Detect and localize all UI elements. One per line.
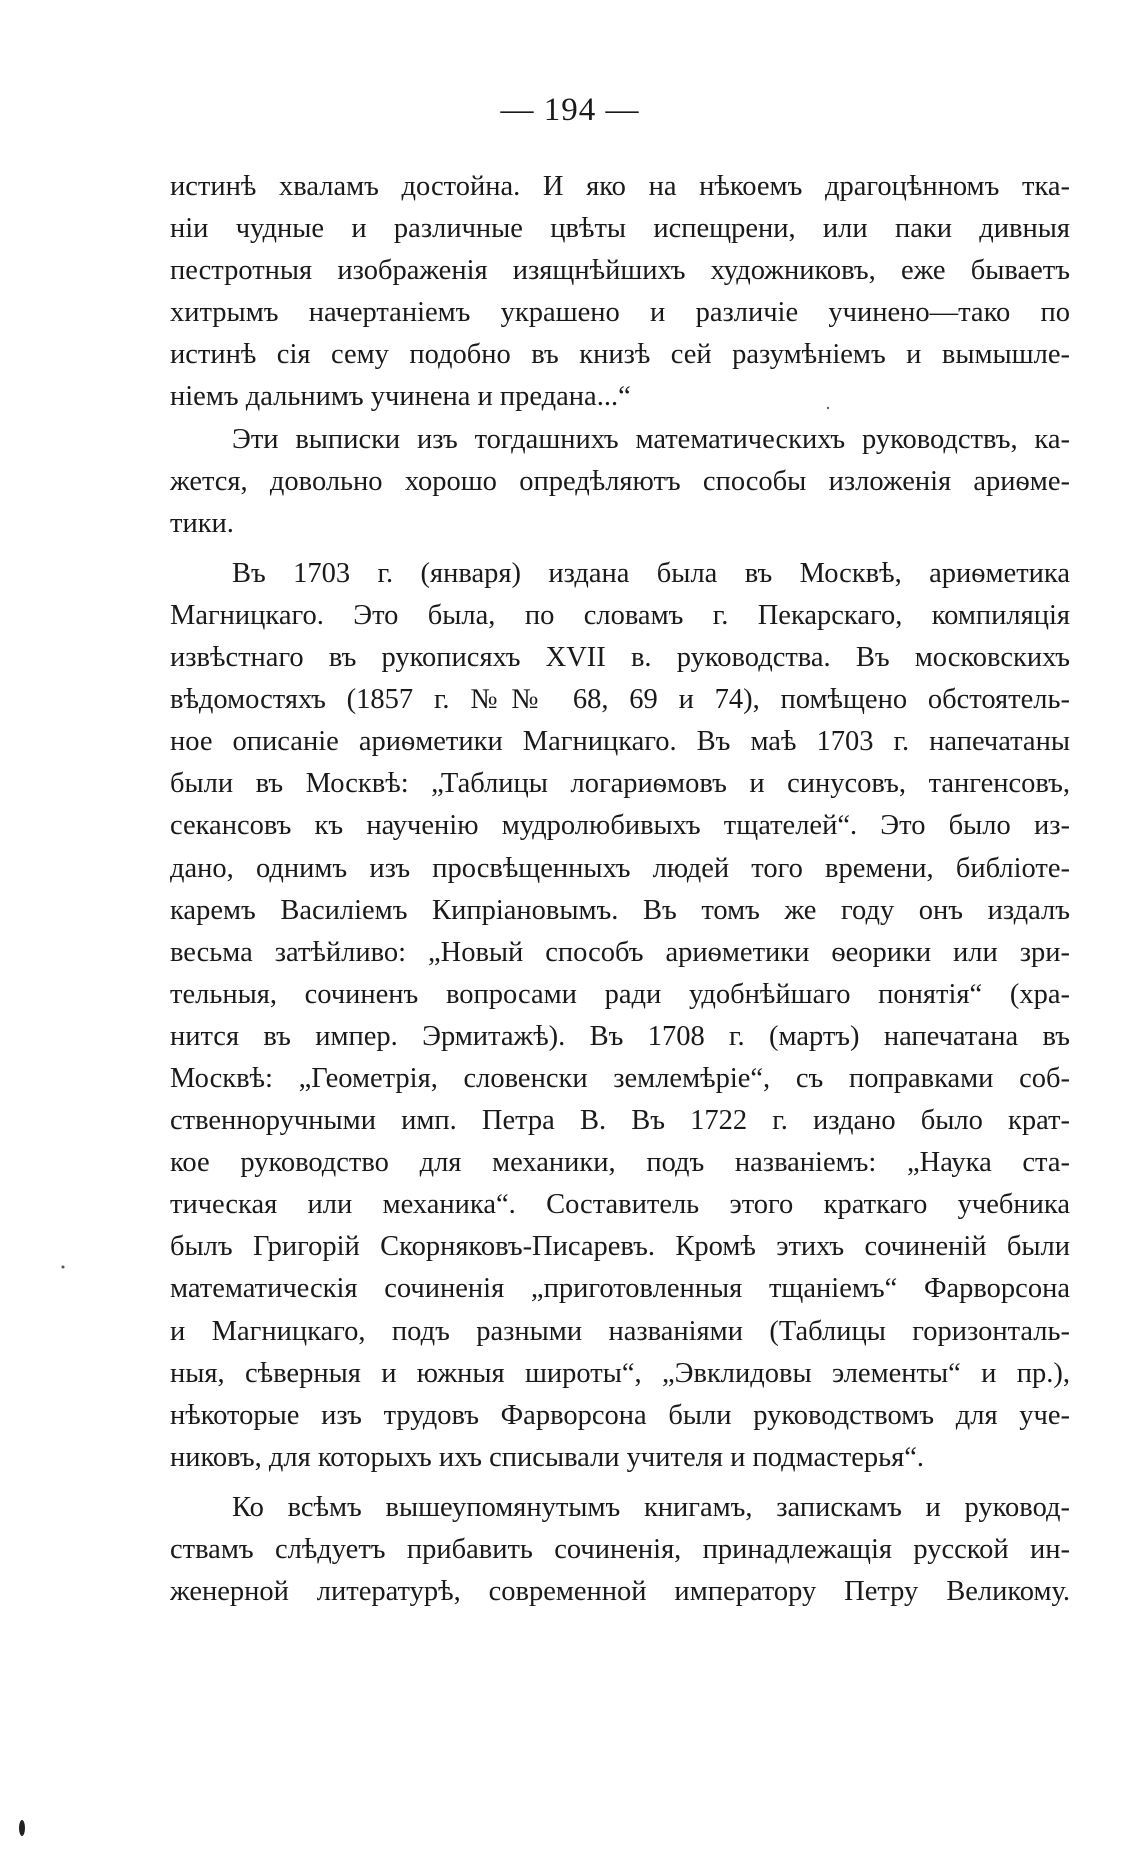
text-line: дано, однимъ изъ просвѣщенныхъ людей того времени, библіоте-	[170, 852, 1070, 884]
text-line: секансовъ къ наученію мудролюбивыхъ тщателей“. Это было из-	[170, 810, 1070, 842]
text-line: нится въ импер. Эрмитажѣ). Въ 1708 г. (мартъ) напечатана въ	[170, 1020, 1070, 1052]
text-line: Магницкаго. Это была, по словамъ г. Пекарскаго, компиляція	[170, 599, 1070, 631]
text-line: никовъ, для которыхъ ихъ списывали учителя и подмастерья“.	[170, 1441, 925, 1473]
text-line: извѣстнаго въ рукописяхъ XVII в. руководства. Въ московскихъ	[170, 642, 1070, 674]
text-line: ное описаніе ариѳметики Магницкаго. Въ маѣ 1703 г. напечатаны	[170, 726, 1070, 758]
text-line: тическая или механика“. Составитель этого краткаго учебника	[170, 1189, 1070, 1221]
text-line: тики.	[170, 507, 234, 539]
text-line: Ко всѣмъ вышеупомянутымъ книгамъ, запискамъ и руковод-	[232, 1491, 1070, 1523]
text-line: жется, довольно хорошо опредѣляютъ способы изложенія ариѳме-	[170, 465, 1070, 497]
text-line: ствамъ слѣдуетъ прибавить сочиненія, принадлежащія русской ин-	[170, 1534, 1070, 1565]
text-line: истинѣ хваламъ достойна. И яко на нѣкоемъ драгоцѣнномъ тка-	[170, 171, 1070, 202]
page-number: — 194 —	[500, 92, 640, 128]
text-line: истинѣ сія сему подобно въ книзѣ сей разумѣніемъ и вымышле-	[170, 339, 1070, 371]
text-line: пестротныя изображенія изящнѣйшихъ художниковъ, еже бываетъ	[170, 255, 1070, 287]
ink-speck	[62, 1266, 65, 1269]
text-line: и Магницкаго, подъ разными названіями (Таблицы горизонталь-	[170, 1315, 1070, 1347]
text-line: ніемъ дальнимъ учинена и предана...“	[170, 381, 631, 413]
text-line: были въ Москвѣ: „Таблицы логариѳмовъ и синусовъ, тангенсовъ,	[170, 768, 1070, 800]
text-line: Эти выписки изъ тогдашнихъ математическихъ руководствъ, ка-	[232, 423, 1070, 455]
ink-speck	[827, 407, 829, 409]
text-line: Москвѣ: „Геометрія, словенски землемѣріе“, съ поправками соб-	[170, 1062, 1070, 1094]
text-line: кое руководство для механики, подъ названіемъ: „Наука ста-	[170, 1147, 1070, 1179]
text-line: нѣкоторые изъ трудовъ Фарворсона были руководствомъ для уче-	[170, 1399, 1070, 1431]
ink-speck	[19, 1820, 25, 1836]
text-line: ственноручными имп. Петра В. Въ 1722 г. издано было крат-	[170, 1105, 1070, 1137]
text-line: каремъ Василіемъ Кипріановымъ. Въ томъ же году онъ издалъ	[170, 894, 1070, 926]
text-line: былъ Григорій Скорняковъ-Писаревъ. Кромѣ этихъ сочиненій были	[170, 1231, 1070, 1263]
text-line: тельныя, сочиненъ вопросами ради удобнѣйшаго понятія“ (хра-	[170, 978, 1070, 1010]
text-line: Въ 1703 г. (января) издана была въ Москвѣ, ариѳметика	[232, 557, 1070, 589]
text-line: ніи чудные и различные цвѣты испещрени, или паки дивныя	[170, 213, 1070, 245]
text-line: хитрымъ начертаніемъ украшено и различіе учинено—тако по	[170, 297, 1070, 329]
text-line: вѣдомостяхъ (1857 г. №№ 68, 69 и 74), помѣщено обстоятель-	[170, 684, 1070, 716]
text-line: весьма затѣйливо: „Новый способъ ариѳметики ѳеорики или зри-	[170, 936, 1070, 968]
text-line: математическія сочиненія „приготовленныя тщаніемъ“ Фарворсона	[170, 1273, 1070, 1305]
text-line: женерной литературѣ, современной императору Петру Великому.	[170, 1576, 1070, 1608]
text-line: ныя, сѣверныя и южныя широты“, „Эвклидовы элементы“ и пр.),	[170, 1357, 1070, 1389]
